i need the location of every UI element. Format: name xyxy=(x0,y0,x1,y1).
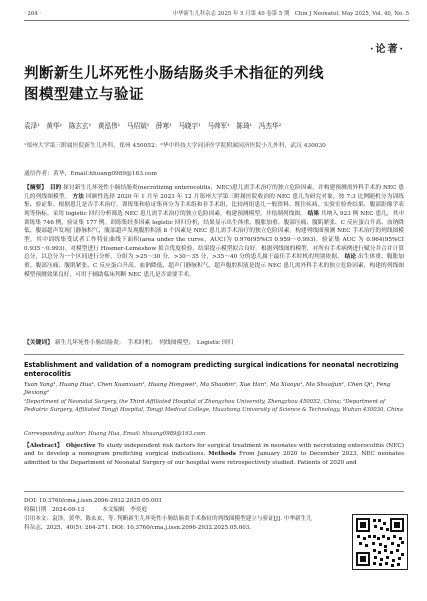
divider xyxy=(24,354,404,355)
running-header xyxy=(24,8,409,21)
abstract-en-method: From January 2020 to December 2023, NEC neonates admitted to the Department of Neonatal Surgery of our hospital were retrospectively studied. Patients of 2020 and xyxy=(24,451,404,466)
abstract-conclusion: 出生体重、腹胀加重、腹部压痛、腹肌紧张、C 反应蛋白升高、血钠降低、超声门静脉积气、超声腹腔积液是提示 NEC 患儿需外科手术的独立危险因素，构建的列线图模型预测效果良好，可用于辅助临床判断 NEC 患儿是否需要手术。 xyxy=(24,254,405,278)
abstract-objective: 探讨新生儿坏死性小肠结肠炎(necrotizing enterocolitis，NEC)患儿需手术治疗的独立危险因素，并构建预测需外科手术的 NEC 患儿的列线图模型。 xyxy=(24,185,404,200)
abstract-method-label: 方法 xyxy=(72,193,85,200)
section-tag: ·论著· xyxy=(370,44,405,55)
abstract-method: 回顾性选择 2020 年 1 月至 2023 年 12 月郑州大学第三附属医院收治的 NEC 患儿为研究对象，按 7:3 比例随机分为训练集、验证集。根据患儿是否手术治疗，训练集和验证集再分为手术组和非手术组，比较两组患儿一般资料、既往疾病、实验室检查结果、腹部影像学表现等指标。采用 logistic 回归分析筛选 NEC 患儿需手术治疗的独立危险因素，构建预测模型，并绘制列线图。 xyxy=(24,193,404,217)
article-title-cn: 判断新生儿坏死性小肠结肠炎手术指征的列线图模型建立与验证 xyxy=(24,66,324,103)
abstract-cn xyxy=(24,184,404,279)
abstract-result-label: 结果 xyxy=(307,210,320,217)
abstract-conclusion-label: 结论 xyxy=(344,254,357,261)
abstract-en xyxy=(24,442,404,467)
doi[interactable]: DOI: 10.3760/cma.j.issn.2096-2932.2025.05.003 xyxy=(24,498,162,504)
qr-code-icon xyxy=(352,514,408,570)
article-title-en: Establishment and validation of a nomogram predicting surgical indications for neonatal necrotizing enterocolitis xyxy=(24,361,399,378)
received-editor-line xyxy=(24,506,314,515)
received-date: 收稿日期 2024-09-13 xyxy=(24,507,85,513)
article-meta xyxy=(24,497,314,533)
abstract-en-method-label: Methods xyxy=(208,451,236,458)
abstract-en-objective: To study independent risk factors for surgical treatment in neonates with necrotizing enterocolitis (NEC) and to develop a nomogram predicting surgical indications. xyxy=(24,443,404,458)
authors-en: Yuan Yang¹, Huang Hua¹, Chen Xuanxuan¹, Huang Hongwei¹, Ma Shaobin¹, Xue Han¹, Ma Xiaoyu¹, Ma Shuaijun¹, Chen Qi¹, Feng Jiexiong² xyxy=(24,382,391,396)
journal-citation: 中华新生儿科杂志 2025 年 5 月第 40 卷第 5 期 Chin J Neonatol, May 2025, Vol. 40, No. 5 xyxy=(172,11,409,17)
citation: 引用本文：袁泽，黄华，陈玄玄，等. 判断新生儿坏死性小肠结肠炎手术指征的列线图模型建立与验证[J]. 中华新生儿科杂志，2025，40(5): 264-271. DOI: 10.3760/cma.j.issn.2096-2932.2025.05.003. xyxy=(24,516,312,531)
keywords-cn xyxy=(24,339,404,348)
authors-cn: 袁泽¹ 黄华¹ 陈玄玄¹ 黄泓伟¹ 马绍斌¹ 薛寒¹ 马晓宇¹ 马帅军¹ 陈琦¹ 冯杰华² xyxy=(24,122,282,130)
abstract-en-label: 【Abstract】 Objective xyxy=(24,443,96,449)
page-number: · 264 · xyxy=(24,11,42,17)
abstract-objective-label: 【摘要】 目的 xyxy=(24,185,62,191)
abstract-result: 共纳入 923 例 NEC 患儿，其中训练集 746 例，验证集 177 例。训练集经多因素 logistic 回归分析，结果显示出生体重、腹胀加重、腹部压痛、腹肌紧张、C 反应蛋白升高、血钠降低、腹部超声发现门静脉积气、腹部超声发现腹腔积液 8 个因素是 NEC 患儿需手术治疗的独立危险因素。构建列线图预测 NEC 手术治疗的列线图模型。其中训练集受试者工作特征曲线下面积(area under the curve，AUC)为 0.976(95%CI 0.959～0.993)，验证集 AUC 为 0.964(95%CI 0.935～0.993)。对模型进行 Hosmer-Lemeshow 拟合优度检验，结果提示模型拟合良好。根据列线图的模型，对所有手术病例进行赋分并合并计算总分，以总分为一个区间进行分析，分组为 >25～30 分，>30～35 分，>35～40 分的患儿属于最佳手术时机的判别依据。 xyxy=(24,210,405,261)
affiliation-cn: ¹郑州大学第三附属医院新生儿外科，郑州 450052；²华中科技大学同济医学院附属同济医院小儿外科，武汉 430030 xyxy=(24,143,326,149)
keywords-text: 新生儿坏死性小肠结肠炎； 手术时机； 列线图模型； Logistic 回归 xyxy=(54,340,234,346)
editor: 本文编辑 李奕庭 xyxy=(102,507,147,513)
divider xyxy=(24,491,404,492)
keywords-label: 【关键词】 xyxy=(24,340,53,346)
corresponding-author-cn: 通信作者：黄华，Email:hhuang0989@163.com xyxy=(24,171,158,177)
affiliation-en: ¹Department of Neonatal Surgery, the Third Affiliated Hospital of Zhengzhou University, Zhengzhou 450052, China; ²Department of Pediatric Surgery, Affiliated Tongji Hospital, Tongji Medical College, Huazhong University of Science & Technology, Wuhan 430030, China xyxy=(24,399,403,413)
corresponding-author-en: Corresponding author: Huang Hua, Email: hhuang0989@163.com xyxy=(24,431,206,437)
